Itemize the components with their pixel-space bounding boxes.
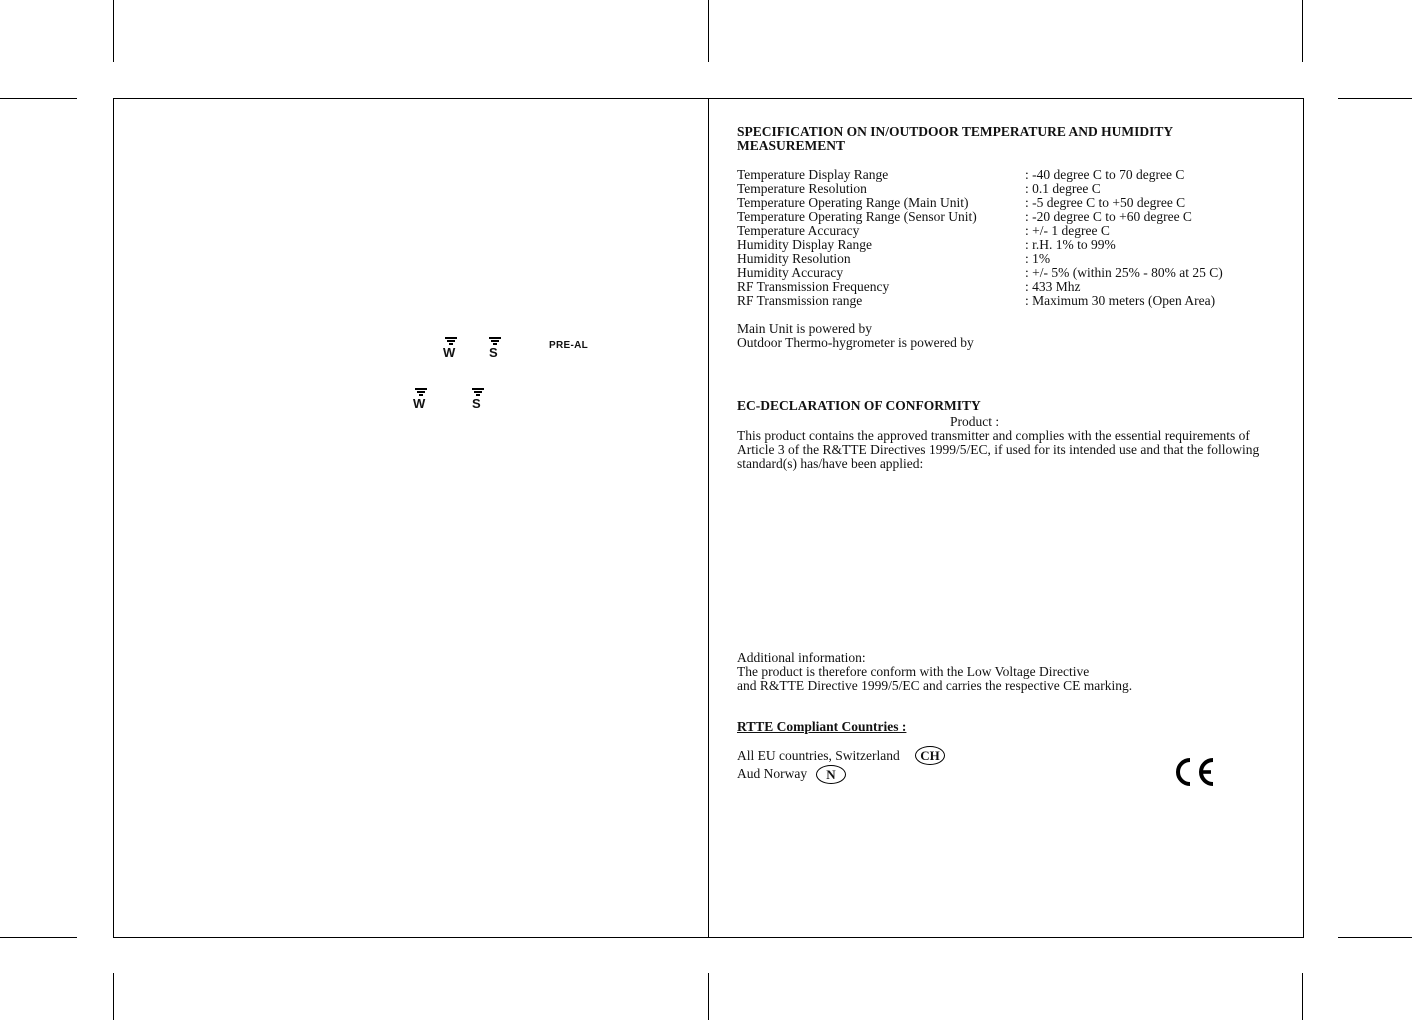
spec-heading-cont: MEASUREMENT — [737, 138, 846, 153]
crop-mark — [1338, 937, 1412, 938]
winter-alarm-icon: W — [442, 336, 460, 358]
spec-value: : +/- 1 degree C — [1025, 223, 1110, 238]
spec-label: Temperature Resolution — [737, 181, 867, 196]
spec-value: : -40 degree C to 70 degree C — [1025, 167, 1185, 182]
spec-value: : Maximum 30 meters (Open Area) — [1025, 293, 1216, 308]
summer-alarm-icon: S — [470, 387, 488, 409]
spec-label: Temperature Operating Range (Main Unit) — [737, 195, 969, 210]
spec-row — [737, 252, 1297, 266]
summer-alarm-icon: S — [487, 336, 505, 358]
additional-info-line: The product is therefore conform with the Low Voltage Directive — [737, 664, 1090, 679]
spec-label: Temperature Display Range — [737, 167, 889, 182]
additional-info-line: and R&TTE Directive 1999/5/EC and carries the respective CE marking. — [737, 678, 1133, 693]
spec-heading: SPECIFICATION ON IN/OUTDOOR TEMPERATURE AND HUMIDITY — [737, 124, 1174, 139]
winter-alarm-icon: W — [412, 387, 430, 409]
spec-row — [737, 294, 1297, 308]
crop-mark — [0, 98, 77, 99]
declaration-body-line: standard(s) has/have been applied: — [737, 456, 924, 471]
additional-info-title: Additional information: — [737, 650, 866, 665]
spec-value: : 0.1 degree C — [1025, 181, 1101, 196]
crop-mark — [708, 973, 709, 1020]
spec-row — [737, 210, 1297, 224]
crop-mark — [113, 0, 114, 62]
spec-value: : -20 degree C to +60 degree C — [1025, 209, 1192, 224]
spec-row — [737, 280, 1297, 294]
spec-value: : +/- 5% (within 25% - 80% at 25 C) — [1025, 265, 1223, 280]
norway-text: Aud Norway — [737, 766, 808, 781]
crop-mark — [1338, 98, 1412, 99]
spec-row — [737, 168, 1297, 182]
power-main-text: Main Unit is powered by — [737, 321, 872, 336]
declaration-heading: EC-DECLARATION OF CONFORMITY — [737, 398, 981, 413]
spec-label: Humidity Display Range — [737, 237, 872, 252]
spec-row — [737, 196, 1297, 210]
ch-badge: CH — [915, 746, 945, 765]
countries-heading: RTTE Compliant Countries : — [737, 719, 907, 734]
spec-value: : r.H. 1% to 99% — [1025, 237, 1116, 252]
spec-label: Humidity Accuracy — [737, 265, 844, 280]
spec-row — [737, 238, 1297, 252]
spec-label: Humidity Resolution — [737, 251, 851, 266]
power-outdoor-text: Outdoor Thermo-hygrometer is powered by — [737, 335, 974, 350]
ce-mark-icon — [1172, 756, 1218, 788]
spec-label: RF Transmission Frequency — [737, 279, 890, 294]
declaration-body-line: This product contains the approved transmitter and complies with the essential requirements of — [737, 428, 1250, 443]
spec-label: RF Transmission range — [737, 293, 863, 308]
crop-mark — [0, 937, 77, 938]
crop-mark — [708, 0, 709, 62]
spec-row — [737, 266, 1297, 280]
spec-value: : 1% — [1025, 251, 1051, 266]
declaration-body-line: Article 3 of the R&TTE Directives 1999/5/EC, if used for its intended use and that the following — [737, 442, 1260, 457]
spec-label: Temperature Operating Range (Sensor Unit) — [737, 209, 977, 224]
spec-value: : -5 degree C to +50 degree C — [1025, 195, 1186, 210]
crop-mark — [1302, 0, 1303, 62]
spec-value: : 433 Mhz — [1025, 279, 1081, 294]
crop-mark — [1302, 973, 1303, 1020]
pre-alarm-icon: PRE-AL — [549, 340, 589, 351]
crop-mark — [113, 973, 114, 1020]
page-divider — [708, 98, 709, 938]
eu-countries-text: All EU countries, Switzerland — [737, 748, 900, 763]
product-label: Product : — [950, 414, 1000, 429]
n-badge: N — [816, 765, 846, 784]
spec-row — [737, 182, 1297, 196]
spec-row — [737, 224, 1297, 238]
spec-label: Temperature Accuracy — [737, 223, 860, 238]
